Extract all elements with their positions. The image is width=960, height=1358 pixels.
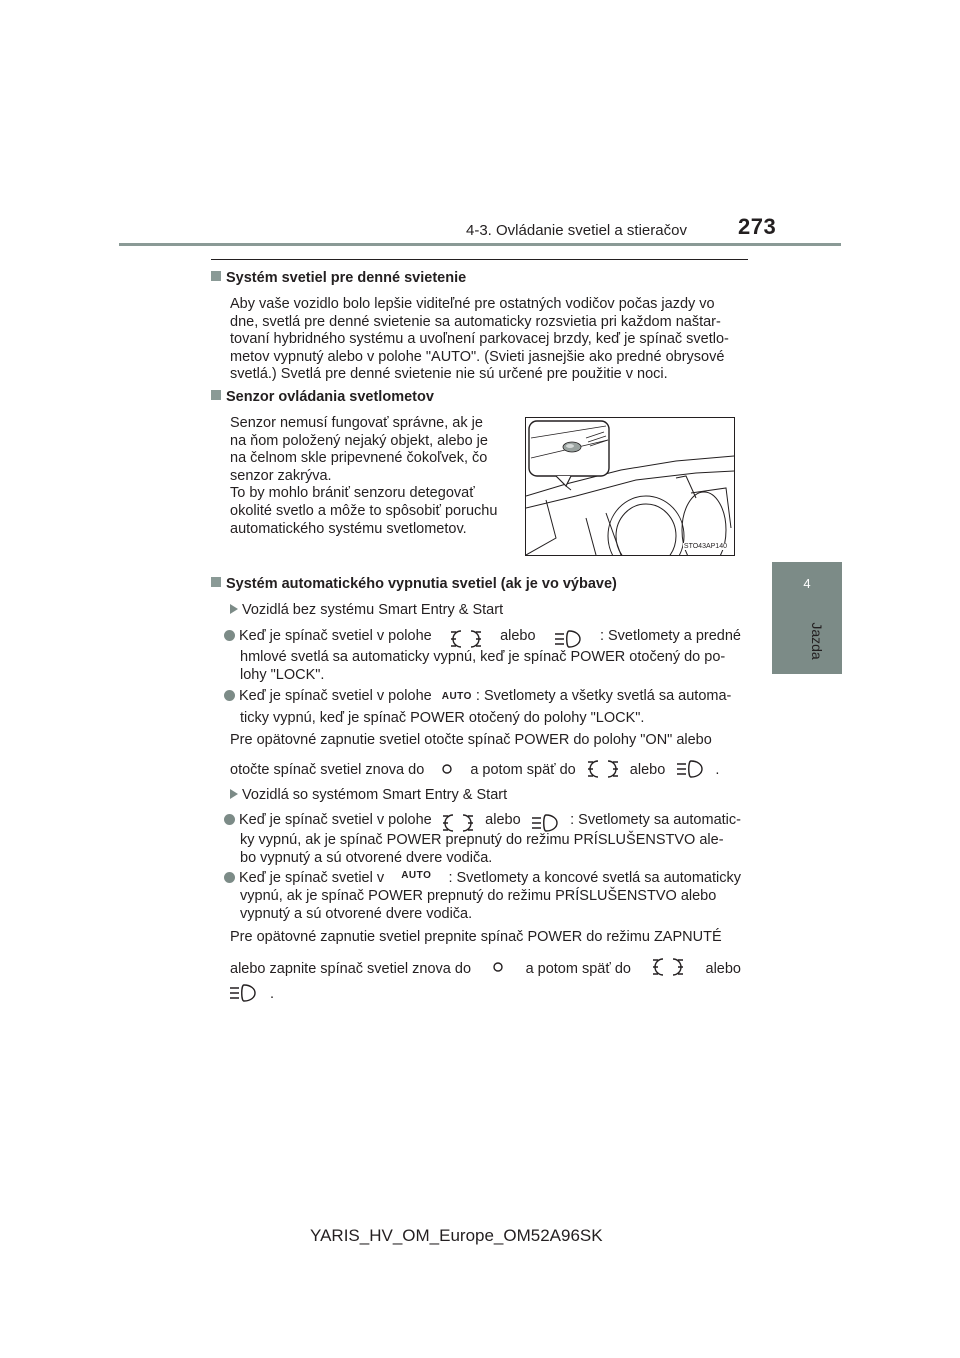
bullet-4-continuation [240, 888, 741, 923]
heading-auto-off [211, 576, 617, 592]
note-2-line-2 [230, 956, 741, 982]
parking-lights-icon [586, 758, 620, 784]
note-2-line-1: Pre opätovné zapnutie svetiel prepnite spínač POWER do režimu ZAPNUTÉ [230, 929, 722, 945]
headlights-icon [228, 982, 258, 1008]
text-line: lohy "LOCK". [240, 666, 325, 683]
text-line: okolité svetlo a môže to spôsobiť poruchu [230, 502, 498, 519]
bullet-4-line-1 [224, 870, 741, 886]
bullet-1-continuation [240, 649, 741, 684]
text-line: vypnú, ak je spínač POWER prepnutý do režimu PRÍSLUŠENSTVO alebo [240, 888, 717, 904]
text-line: Senzor nemusí fungovať správne, ak je [230, 415, 483, 431]
square-bullet-icon [211, 271, 221, 281]
text-line: Aby vaše vozidlo bolo lepšie viditeľné pre ostatných vodičov počas jazdy vo [230, 296, 715, 312]
text-segment: otočte spínač svetiel znova do [230, 762, 425, 778]
text-segment: : Svetlomety a predné [599, 628, 741, 644]
text-segment: Keď je spínač svetiel v polohe [239, 628, 432, 644]
chapter-tab-number: 4 [803, 576, 811, 591]
heading-text: Systém automatického vypnutia svetiel (ak je vo výbave) [226, 576, 617, 592]
headlights-icon [675, 758, 705, 784]
text-segment: Keď je spínač svetiel v polohe [239, 812, 432, 828]
heading-sensor [211, 389, 434, 405]
text-segment: alebo [500, 628, 536, 644]
text-line: automatického systému svetlometov. [230, 520, 467, 537]
dot-bullet-icon [224, 690, 235, 701]
sensor-figure [525, 417, 735, 556]
chapter-title: 4-3. Ovládanie svetiel a stieračov [466, 222, 687, 239]
text-segment: a potom späť do [525, 961, 631, 977]
text-line: dne, svetlá pre denné svietenie sa automaticky rozsvietia pri každom naštar- [230, 313, 721, 330]
text-segment: : Svetlomety a všetky svetlá sa automa- [475, 688, 732, 704]
text-line: svetlá.) Svetlá pre denné svietenie nie sú určené pre použitie v noci. [230, 366, 668, 383]
text-line: metov vypnutý alebo v polohe "AUTO". (Svieti jasnejšie ako predné obrysové [230, 348, 725, 365]
text-line: bo vypnutý a sú otvorené dvere vodiča. [240, 849, 493, 866]
text-segment: alebo [629, 762, 666, 778]
bullet-2-line-1 [224, 688, 731, 704]
text-line: To by mohlo brániť senzoru detegovať [230, 485, 475, 502]
triangle-bullet-icon [230, 789, 238, 799]
chapter-tab-label: Jazda [809, 622, 825, 660]
subheading-text: Vozidlá bez systému Smart Entry & Start [242, 602, 504, 618]
text-segment: a potom späť do [470, 762, 576, 778]
subheading-with-smart-entry [230, 787, 507, 803]
text-line: vypnutý a sú otvorené dvere vodiča. [240, 905, 473, 922]
paragraph-sensor [230, 415, 505, 538]
text-segment: Keď je spínač svetiel v polohe [239, 688, 432, 704]
text-line: tovaní hybridného systému a uvoľnení parkovacej brzdy, keď je spínač svetlo- [230, 331, 729, 348]
heading-text: Senzor ovládania svetlometov [226, 389, 434, 405]
text-segment: . [715, 762, 720, 778]
document-code: YARIS_HV_OM_Europe_OM52A96SK [310, 1226, 603, 1245]
text-segment: alebo zapnite spínač svetiel znova do [230, 961, 472, 977]
square-bullet-icon [211, 577, 221, 587]
note-2-line-3 [228, 982, 274, 1008]
triangle-bullet-icon [230, 604, 238, 614]
paragraph-daytime-lights [230, 296, 741, 384]
text-line: hmlové svetlá sa automaticky vypnú, keď je spínač POWER otočený do po- [240, 649, 726, 665]
heading-daytime-lights [211, 270, 466, 286]
lights-off-icon [440, 758, 454, 784]
auto-mode-icon: AUTO [441, 691, 472, 702]
note-1-line-2 [230, 758, 719, 784]
text-line: ky vypnú, ak je spínač POWER prepnutý do režimu PRÍSLUŠENSTVO ale- [240, 832, 724, 848]
note-1-line-1: Pre opätovné zapnutie svetiel otočte spínač POWER do polohy "ON" alebo [230, 732, 712, 748]
text-segment: : Svetlomety sa automatic- [570, 812, 741, 828]
dot-bullet-icon [224, 814, 235, 825]
header-divider [119, 243, 841, 246]
figure-code: STO43AP140 [683, 543, 727, 550]
dashboard-illustration [526, 418, 734, 555]
section-divider [211, 259, 748, 260]
text-line: na ňom položený nejaký objekt, alebo je [230, 432, 488, 449]
subheading-without-smart-entry [230, 602, 503, 618]
auto-mode-icon: AUTO [401, 870, 432, 881]
bullet-3-continuation [240, 832, 741, 867]
square-bullet-icon [211, 390, 221, 400]
subheading-text: Vozidlá so systémom Smart Entry & Start [242, 787, 508, 803]
text-segment: alebo [485, 812, 521, 828]
dot-bullet-icon [224, 872, 235, 883]
text-line: senzor zakrýva. [230, 467, 332, 484]
bullet-2-line-2: ticky vypnú, keď je spínač POWER otočený do polohy "LOCK". [240, 710, 645, 726]
text-segment: : Svetlomety a koncové svetlá sa automaticky [448, 870, 741, 886]
dot-bullet-icon [224, 630, 235, 641]
text-segment: . [270, 986, 275, 1002]
text-line: na čelnom skle pripevnené čokoľvek, čo [230, 450, 488, 467]
lights-off-icon [491, 956, 505, 982]
parking-lights-icon [651, 956, 685, 982]
page-number: 273 [738, 214, 777, 239]
heading-text: Systém svetiel pre denné svietenie [226, 270, 467, 286]
text-segment: Keď je spínač svetiel v [239, 870, 385, 886]
text-segment: alebo [705, 961, 741, 977]
